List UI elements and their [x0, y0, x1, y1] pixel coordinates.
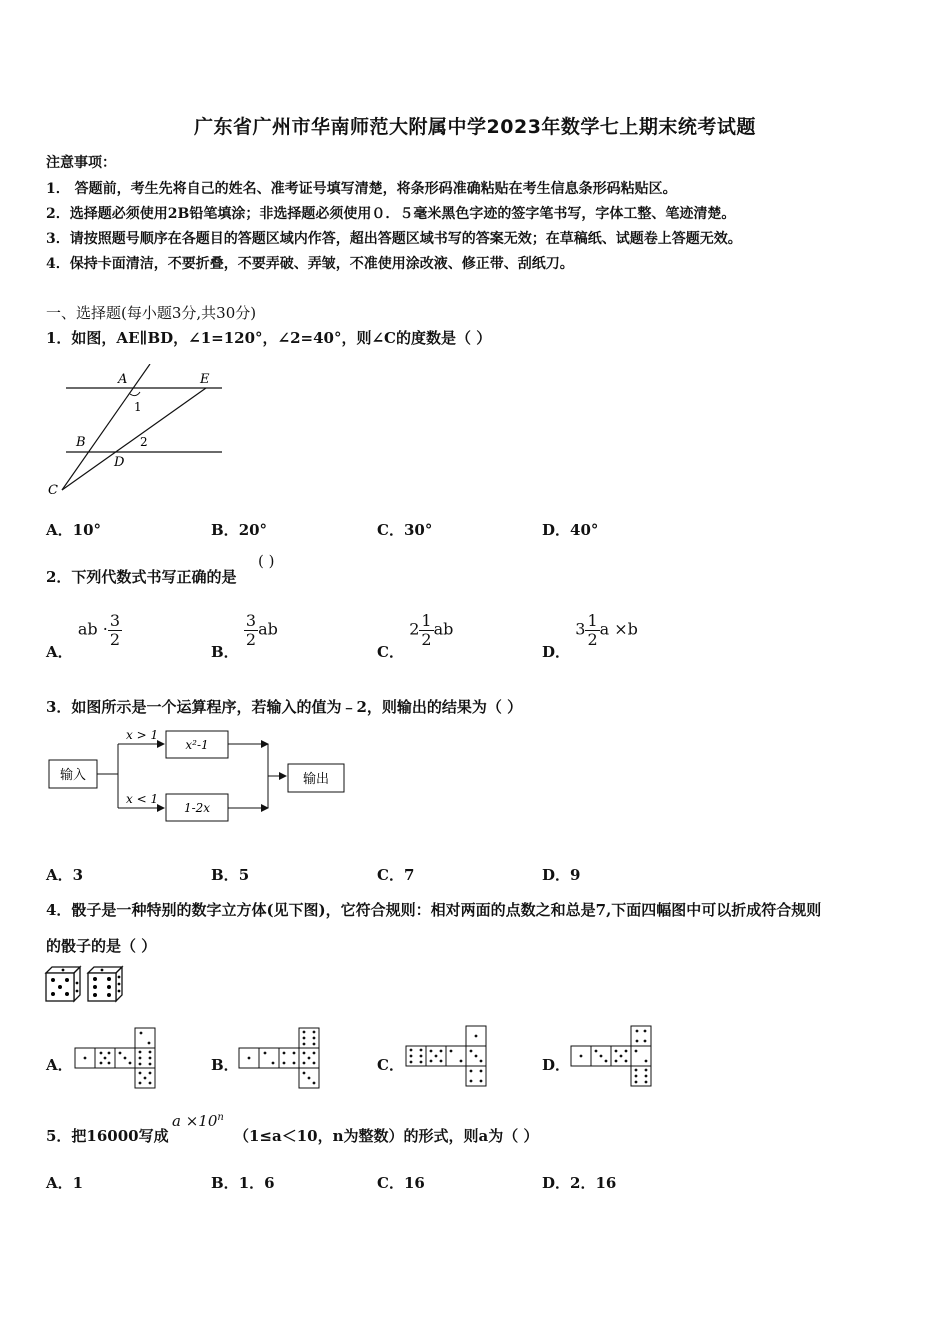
q5-option-c[interactable]: C．16 — [377, 1174, 425, 1192]
q3-option-d[interactable]: D．9 — [542, 866, 581, 884]
net-a[interactable] — [74, 1026, 160, 1092]
q2-stem: 2．下列代数式书写正确的是 — [46, 568, 237, 586]
q4-stem-line1: 4．骰子是一种特别的数字立方体(见下图)，它符合规则：相对两面的点数之和总是7,下面四幅图中可以折成符合规则 — [46, 901, 822, 919]
die-2 — [88, 967, 122, 1001]
flow-cond-bottom: x < 1 — [126, 792, 159, 806]
q5-expression: $a \times 10^n$ — [172, 1112, 224, 1130]
net-d[interactable] — [570, 1024, 656, 1092]
q1-label-b: B — [76, 435, 86, 450]
flow-box-top: x²-1 — [185, 738, 209, 752]
q1-option-d[interactable]: D．40° — [542, 521, 599, 539]
q1-label-angle1: 1 — [134, 400, 142, 414]
net-c[interactable] — [405, 1024, 491, 1092]
q5-option-b[interactable]: B．1．6 — [211, 1174, 275, 1192]
q1-label-d: D — [114, 455, 125, 470]
page-title: 广东省广州市华南师范大附属中学2023年数学七上期末统考试题 — [194, 116, 756, 138]
q2-option-a[interactable]: A． ab · $\frac{3}{2}$ — [46, 611, 121, 661]
q2-option-c[interactable]: C． 2 $\frac{1}{2}$ ab — [377, 611, 454, 661]
flow-input-box: 输入 — [59, 768, 87, 783]
die-1 — [46, 967, 80, 1001]
q3-option-b[interactable]: B．5 — [211, 866, 250, 884]
q4-option-a[interactable]: A． — [46, 1056, 73, 1074]
notes-heading: 注意事项： — [46, 155, 116, 171]
q1-option-a[interactable]: A．10° — [46, 521, 102, 539]
q1-option-c[interactable]: C．30° — [377, 521, 433, 539]
note-item-2: 2．选择题必须使用2B铅笔填涂；非选择题必须使用０．５毫米黑色字迹的签字笔书写，字体工整、笔迹清楚。 — [46, 206, 736, 222]
q1-label-e: E — [200, 372, 210, 387]
note-item-4: 4．保持卡面清洁，不要折叠，不要弄破、弄皱，不准使用涂改液、修正带、刮纸刀。 — [46, 256, 574, 272]
q3-flowchart — [46, 726, 352, 828]
q5-stem-pre: 5．把16000写成 — [46, 1127, 169, 1145]
q1-label-angle2: 2 — [140, 435, 148, 449]
q1-option-b[interactable]: B．20° — [211, 521, 268, 539]
q1-stem: 1．如图，AE∥BD，∠1=120°，∠2=40°，则∠C的度数是（ ） — [46, 329, 492, 347]
q4-option-d[interactable]: D． — [542, 1056, 571, 1074]
q1-label-a: A — [118, 372, 128, 387]
note-item-3: 3．请按照题号顺序在各题目的答题区域内作答，超出答题区域书写的答案无效；在草稿纸、试题卷上答题无效。 — [46, 231, 742, 247]
q5-stem-post: （1≤a＜10，n为整数）的形式，则a为（ ） — [234, 1127, 539, 1145]
note-item-1: 1． 答题前，考生先将自己的姓名、准考证号填写清楚，将条形码准确粘贴在考生信息条形码粘贴区。 — [46, 181, 677, 197]
q3-option-c[interactable]: C．7 — [377, 866, 415, 884]
dice-illustration — [44, 965, 126, 1005]
flow-cond-top: x > 1 — [126, 728, 159, 742]
q1-label-c: C — [48, 483, 58, 498]
section-heading: 一、选择题(每小题3分,共30分) — [46, 304, 257, 322]
q2-option-d[interactable]: D． 3 $\frac{1}{2}$ a ×b — [542, 611, 638, 661]
q3-stem: 3．如图所示是一个运算程序，若输入的值为﹣2，则输出的结果为（ ） — [46, 698, 523, 716]
q2-paren: ( ) — [258, 552, 275, 570]
q5-option-a[interactable]: A．1 — [46, 1174, 84, 1192]
q2-option-b[interactable]: B． $\frac{3}{2}$ ab — [211, 611, 278, 661]
q5-option-d[interactable]: D．2．16 — [542, 1174, 617, 1192]
flow-box-bottom: 1-2x — [183, 801, 211, 815]
net-b[interactable] — [238, 1026, 324, 1092]
q4-stem-line2: 的骰子的是（ ） — [46, 937, 157, 955]
q3-option-a[interactable]: A．3 — [46, 866, 84, 884]
q1-figure — [44, 364, 234, 500]
q4-option-b[interactable]: B． — [211, 1056, 239, 1074]
q4-option-c[interactable]: C． — [377, 1056, 404, 1074]
flow-output-box: 输出 — [302, 772, 330, 787]
